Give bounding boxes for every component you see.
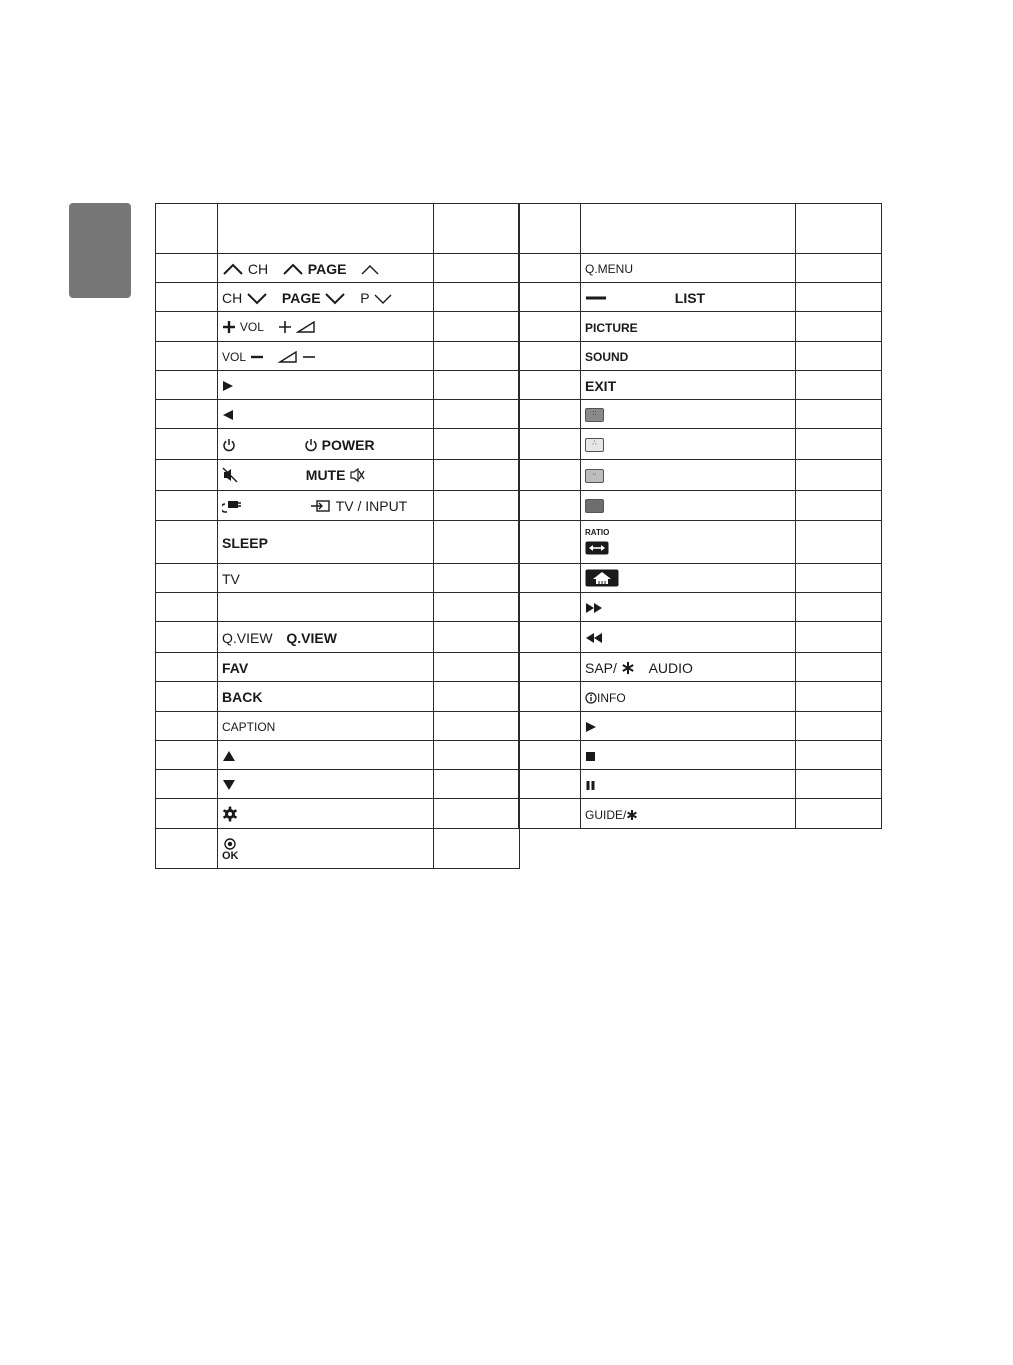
key-cell <box>218 400 434 429</box>
chevron-down-icon <box>246 291 268 305</box>
table-header-row <box>156 204 520 254</box>
header-cell-key <box>218 204 434 254</box>
table-row <box>519 770 882 799</box>
dash-icon <box>585 293 607 303</box>
key-cell: Q.VIEW Q.VIEW <box>218 622 434 653</box>
red-button-icon: :: <box>585 408 604 422</box>
key-cell: GUIDE/ <box>581 799 796 829</box>
green-button-icon: ∴ <box>585 438 604 452</box>
key-cell: FAV <box>218 653 434 682</box>
key-cell: LIST <box>581 283 796 312</box>
table-row <box>519 371 882 400</box>
table-row <box>156 521 520 564</box>
code-table-right <box>518 203 882 829</box>
plus-icon <box>222 320 236 334</box>
key-cell: TV <box>218 564 434 593</box>
table-row <box>156 400 520 429</box>
key-cell: SOUND <box>581 342 796 371</box>
key-cell <box>218 741 434 770</box>
key-cell <box>218 593 434 622</box>
table-row <box>156 799 520 829</box>
language-tab <box>69 203 131 298</box>
key-cell <box>581 770 796 799</box>
table-row <box>519 682 882 712</box>
table-row <box>519 312 882 342</box>
table-row <box>519 564 882 593</box>
power-icon <box>304 438 318 452</box>
table-row <box>156 682 520 712</box>
table-row <box>519 712 882 741</box>
table-row <box>156 712 520 741</box>
key-cell: CH PAGE <box>218 254 434 283</box>
mute-icon <box>222 467 238 483</box>
stop-icon <box>585 751 596 762</box>
key-cell <box>581 564 796 593</box>
mute-icon <box>349 467 365 483</box>
rewind-icon <box>585 632 603 644</box>
table-row <box>156 460 520 491</box>
arrow-right-icon <box>222 380 234 392</box>
power-icon <box>222 438 236 452</box>
table-row <box>519 521 882 564</box>
key-cell: POWER <box>218 429 434 460</box>
table-row <box>156 371 520 400</box>
minus-icon <box>250 350 264 364</box>
table-row <box>156 254 520 283</box>
table-row <box>156 622 520 653</box>
key-cell: VOL <box>218 312 434 342</box>
volume-ramp-icon <box>296 320 316 334</box>
header-cell-no <box>156 204 218 254</box>
key-cell <box>581 521 796 564</box>
key-cell: Q.MENU <box>581 254 796 283</box>
key-cell: EXIT <box>581 371 796 400</box>
table-row <box>519 342 882 371</box>
chevron-up-icon <box>360 262 380 276</box>
header-cell-code <box>796 204 882 254</box>
fast-forward-icon <box>585 602 603 614</box>
key-cell <box>581 400 796 429</box>
key-cell <box>581 491 796 521</box>
key-cell: SAP/ AUDIO <box>581 653 796 682</box>
volume-ramp-icon <box>278 350 298 364</box>
asterisk-icon <box>626 809 638 821</box>
table-row <box>156 342 520 371</box>
pause-icon <box>585 780 596 791</box>
yellow-button-icon: ·· <box>585 469 604 483</box>
chevron-down-icon <box>373 291 393 305</box>
key-cell <box>581 712 796 741</box>
ratio-arrows-icon <box>585 541 609 555</box>
table-row <box>156 741 520 770</box>
plus-icon <box>278 320 292 334</box>
table-row <box>519 653 882 682</box>
key-cell: BACK <box>218 682 434 712</box>
key-cell <box>581 429 796 460</box>
key-cell: TV / INPUT <box>218 491 434 521</box>
chevron-up-icon <box>222 262 244 276</box>
code-table-left <box>155 203 520 869</box>
table-row <box>519 400 882 429</box>
arrow-down-icon <box>222 779 236 791</box>
ok-circle-icon <box>224 838 236 850</box>
asterisk-icon <box>621 661 635 675</box>
gear-icon <box>222 806 238 822</box>
table-row <box>519 254 882 283</box>
key-cell <box>218 799 434 829</box>
key-cell <box>218 770 434 799</box>
table-row <box>519 460 882 491</box>
header-cell-code <box>434 204 520 254</box>
key-cell <box>581 593 796 622</box>
ok-key: OK <box>222 835 239 861</box>
table-row <box>519 741 882 770</box>
table-row <box>156 491 520 521</box>
input-plug-icon <box>222 498 242 514</box>
ratio-key: RATIO <box>585 529 609 554</box>
arrow-up-icon <box>222 750 236 762</box>
table-row <box>156 593 520 622</box>
key-cell: CH PAGE P <box>218 283 434 312</box>
key-cell <box>581 622 796 653</box>
key-cell: VOL <box>218 342 434 371</box>
key-cell <box>218 829 434 869</box>
table-header-row <box>519 204 882 254</box>
table-row <box>519 593 882 622</box>
key-cell <box>218 371 434 400</box>
play-icon <box>585 721 597 733</box>
info-icon <box>585 692 597 704</box>
key-cell: SLEEP <box>218 521 434 564</box>
table-row <box>156 564 520 593</box>
table-row <box>519 799 882 829</box>
chevron-up-icon <box>282 262 304 276</box>
table-row <box>156 829 520 869</box>
table-row <box>156 429 520 460</box>
header-cell-key <box>581 204 796 254</box>
table-row <box>156 770 520 799</box>
key-cell: PICTURE <box>581 312 796 342</box>
table-row <box>519 429 882 460</box>
header-cell-no <box>519 204 581 254</box>
table-row <box>519 491 882 521</box>
table-row <box>519 622 882 653</box>
chevron-down-icon <box>324 291 346 305</box>
table-row <box>156 283 520 312</box>
key-cell: CAPTION <box>218 712 434 741</box>
key-cell <box>581 460 796 491</box>
key-cell: INFO <box>581 682 796 712</box>
input-icon <box>310 499 332 513</box>
table-row <box>156 312 520 342</box>
minus-icon <box>302 350 316 364</box>
table-row <box>519 283 882 312</box>
arrow-left-icon <box>222 409 234 421</box>
blue-button-icon: · <box>585 499 604 513</box>
table-row <box>156 653 520 682</box>
key-cell <box>581 741 796 770</box>
home-icon <box>585 569 619 587</box>
key-cell: MUTE <box>218 460 434 491</box>
